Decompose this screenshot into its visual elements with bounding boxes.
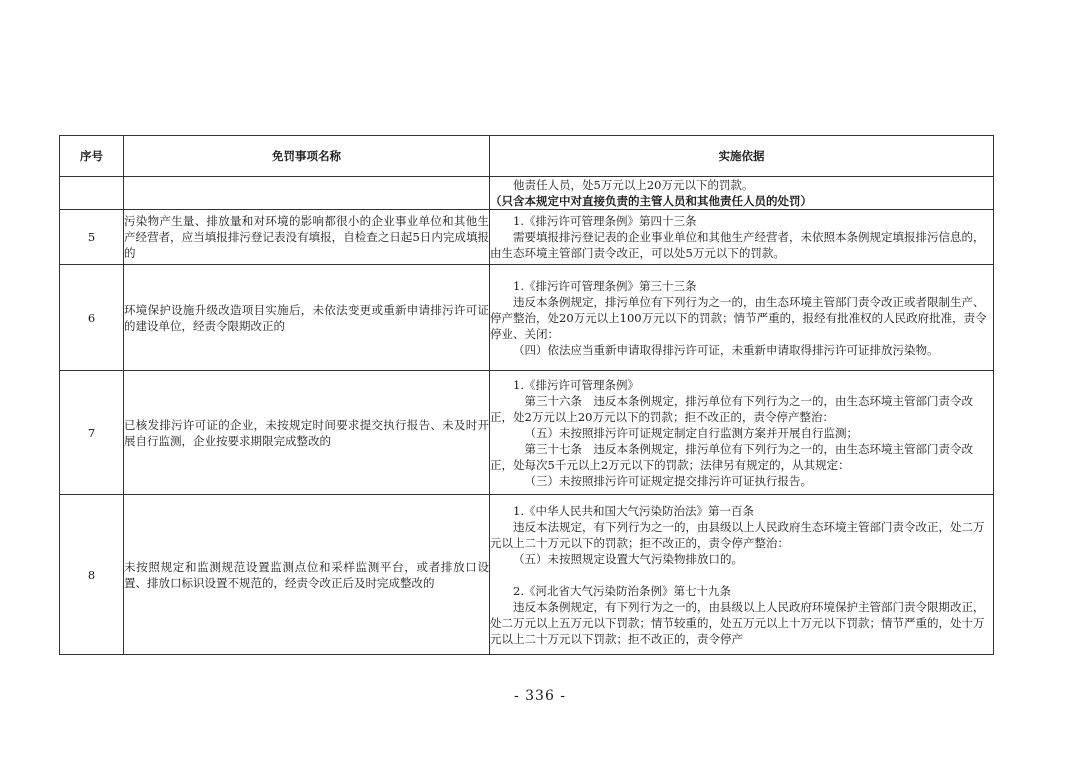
header-exemption-name: 免罚事项名称	[124, 136, 490, 177]
page-number: - 336 -	[513, 688, 567, 704]
basis-line: （四）依法应当重新申请取得排污许可证，未重新申请取得排污许可证排放污染物。	[513, 342, 939, 357]
table-row	[60, 210, 994, 265]
basis-line: （三）未按照排污许可证规定提交排污许可证执行报告。	[524, 473, 812, 488]
basis-note: （只含本规定中对直接负责的主管人员和其他责任人员的处罚）	[490, 194, 812, 208]
row-number: 8	[60, 495, 124, 655]
basis-line: 第三十六条 违反本条例规定，排污单位有下列行为之一的，由生态环境主管部门责令改正，处2万元以上20万元以下的罚款；拒不改正的，责令停产整治：	[490, 393, 973, 424]
basis-line: 1.《排污许可管理条例》第四十三条	[513, 214, 697, 228]
table-row	[60, 177, 994, 210]
basis-line: 违反本条例规定，有下列行为之一的，由县级以上人民政府环境保护主管部门责令限期改正，处二万元以上五万元以下罚款；情节较重的，处五万元以上十万元以下罚款；情节严重的，处十万元以上二十万元以下罚款；拒不改正的，责令停产	[490, 599, 985, 646]
basis-line: 1.《排污许可管理条例》	[513, 377, 639, 392]
exemption-name: 已核发排污许可证的企业，未按规定时间要求提交执行报告、未及时开展自行监测，企业按要求期限完成整改的	[124, 371, 490, 495]
basis-line: 他责任人员，处5万元以上20万元以下的罚款。	[513, 178, 754, 192]
header-serial-number: 序号	[60, 136, 124, 177]
basis-line: 1.《排污许可管理条例》第三十三条	[513, 278, 697, 293]
basis-spacer	[490, 567, 993, 583]
basis-line: 违反本法规定，有下列行为之一的，由县级以上人民政府生态环境主管部门责令改正，处二万元以上二十万元以下的罚款；拒不改正的，责令停产整治：	[490, 519, 985, 550]
legal-basis	[490, 495, 994, 655]
legal-basis	[490, 177, 994, 210]
basis-line: 需要填报排污登记表的企业事业单位和其他生产经营者，未依照本条例规定填报排污信息的，由生态环境主管部门责令改正，可以处5万元以下的罚款。	[490, 230, 985, 260]
basis-line: 2.《河北省大气污染防治条例》第七十九条	[513, 583, 731, 598]
row-number	[60, 177, 124, 210]
row-number: 5	[60, 210, 124, 265]
table-header-row	[60, 136, 994, 177]
exemption-name	[124, 177, 490, 210]
table-row	[60, 371, 994, 495]
header-legal-basis: 实施依据	[490, 136, 994, 177]
legal-basis	[490, 371, 994, 495]
legal-basis	[490, 210, 994, 265]
basis-line: （五）未按照排污许可证规定制定自行监测方案并开展自行监测；	[524, 425, 858, 440]
table-row	[60, 495, 994, 655]
basis-line: 1.《中华人民共和国大气污染防治法》第一百条	[513, 503, 754, 518]
exemption-name: 污染物产生量、排放量和对环境的影响都很小的企业事业单位和其他生产经营者，应当填报排污登记表没有填报，自检查之日起5日内完成填报的	[124, 210, 490, 265]
exemption-name: 未按照规定和监测规范设置监测点位和采样监测平台，或者排放口设置、排放口标识设置不规范的，经责令改正后及时完成整改的	[124, 495, 490, 655]
legal-basis	[490, 265, 994, 371]
basis-line: 第三十七条 违反本条例规定，排污单位有下列行为之一的，由生态环境主管部门责令改正，处每次5千元以上2万元以下的罚款；法律另有规定的，从其规定：	[490, 441, 973, 472]
row-number: 6	[60, 265, 124, 371]
exemption-name: 环境保护设施升级改造项目实施后，未依法变更或重新申请排污许可证的建设单位，经责令限期改正的	[124, 265, 490, 371]
basis-line: 违反本条例规定，排污单位有下列行为之一的，由生态环境主管部门责令改正或者限制生产、停产整治，处20万元以上100万元以下的罚款；情节严重的，报经有批准权的人民政府批准，责令停业、关闭：	[490, 294, 987, 341]
penalty-exemption-table	[59, 135, 994, 655]
basis-line: （五）未按照规定设置大气污染物排放口的。	[513, 551, 743, 566]
table-row	[60, 265, 994, 371]
row-number: 7	[60, 371, 124, 495]
